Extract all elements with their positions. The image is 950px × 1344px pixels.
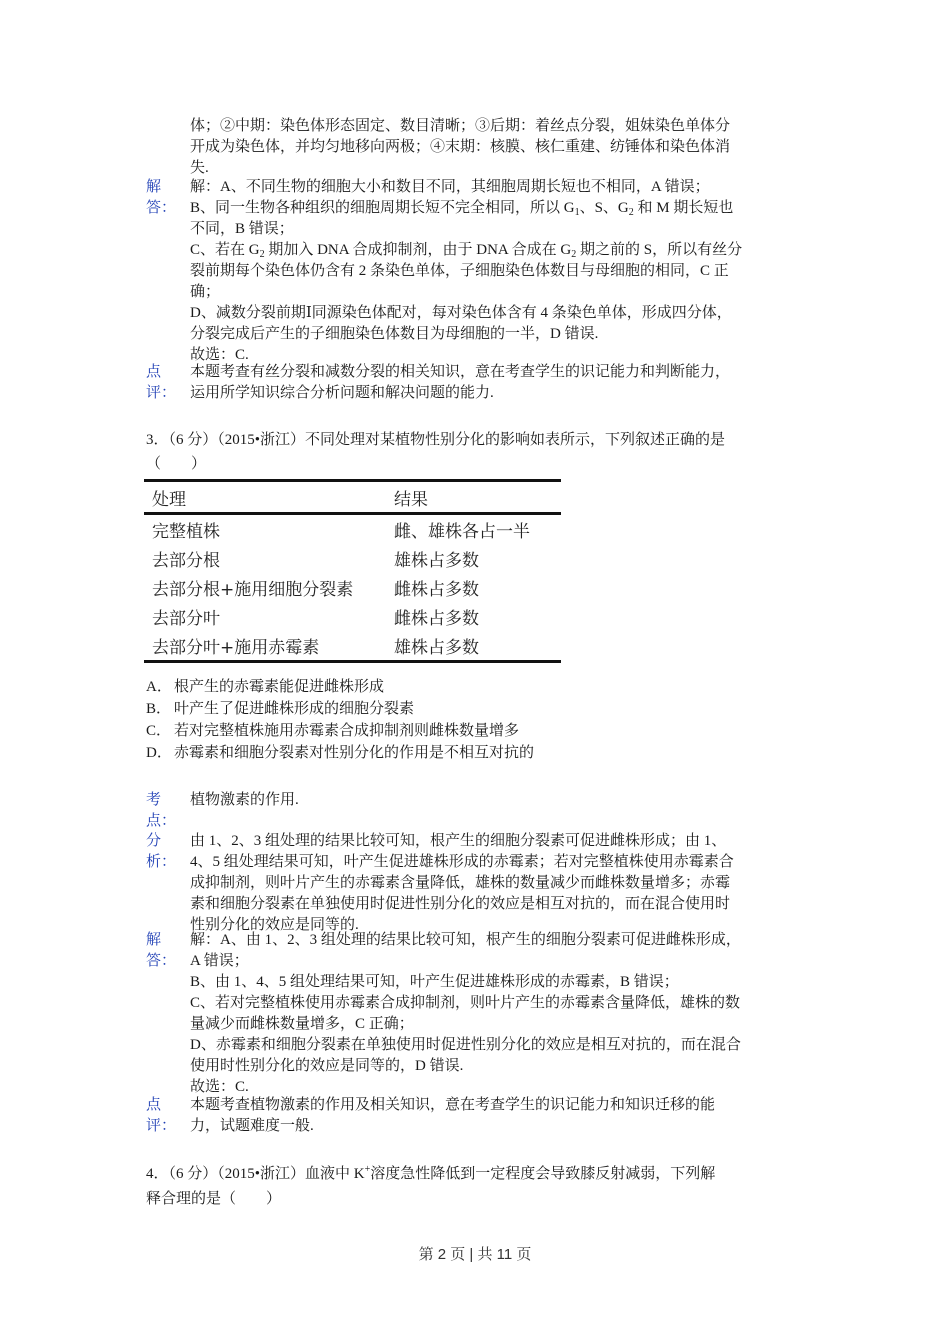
answer-label: 解 答： [146, 932, 177, 969]
answer-line-b2: 不同，B 错误； [190, 221, 294, 237]
prev-analysis-tail [146, 116, 860, 179]
q3-comment-section [146, 1095, 816, 1137]
answer-line-d2: 分裂完成后产生的子细胞染色体数目为母细胞的一半，D 错误. [190, 326, 599, 342]
keypoint-body: 植物激素的作用. [190, 792, 299, 808]
question-3-options [146, 676, 816, 764]
q3-keypoint-section [146, 790, 816, 832]
answer-choice: 故选：C. [190, 347, 249, 363]
text-line: 开成为染色体，并均匀地移向两极；④末期：核膜、核仁重建、纺锤体和染色体消 [190, 139, 731, 155]
treatment-result-table [144, 479, 561, 663]
question-3-title: 3．（6 分）（2015•浙江）不同处理对某植物性别分化的影响如表所示，下列叙述正确的是 （ ） [146, 432, 726, 472]
table-row: 去部分根+施用细胞分裂素 雌株占多数 [152, 580, 479, 600]
answer-label: 解 答： [146, 179, 177, 216]
option-b: B． 叶产生了促进雌株形成的细胞分裂素 [146, 701, 415, 717]
header-result: 结果 [394, 489, 428, 510]
analysis-label: 分 析： [146, 833, 177, 870]
q3-analysis-section [146, 831, 816, 936]
comment-label: 点 评： [146, 1097, 177, 1134]
table-row: 去部分根 雄株占多数 [152, 551, 479, 571]
question-4-title: 4．（6 分）（2015•浙江）血液中 K+溶度急性降低到一定程度会导致膝反射减弱，下列解 释合理的是（ ） [146, 1164, 716, 1207]
option-a: A． 根产生的赤霉素能促进雌株形成 [146, 679, 385, 695]
comment-body: 本题考查有丝分裂和减数分裂的相关知识，意在考查学生的识记能力和判断能力， 运用所学知识综合分析问题和解决问题的能力. [190, 364, 731, 401]
answer-body [190, 177, 816, 366]
answer-line-c3: 确； [190, 284, 221, 300]
answer-line-b: B、同一生物各种组织的细胞周期长短不完全相同，所以 $G_1$、S、$G_2$ 和 M 期长短也 [190, 200, 734, 218]
table-row: 去部分叶 雌株占多数 [152, 609, 479, 629]
table-row: 去部分叶+施用赤霉素 雄株占多数 [152, 638, 479, 658]
q3-answer-section [146, 930, 816, 1098]
header-treatment: 处理 [152, 489, 186, 510]
table-row: 完整植株 雌、雄株各占一半 [152, 522, 530, 542]
keypoint-label: 考 点： [146, 792, 177, 829]
prev-comment-section [146, 362, 816, 404]
text-line: 失. [190, 160, 209, 176]
answer-body: 解：A、由 1、2、3 组处理的结果比较可知，根产生的细胞分裂素可促进雌株形成， A 错误； B、由 1、4、5 组处理结果可知，叶产生促进雄株形成的赤霉素，B 错误； C、若对完整植株使用赤霉素合成抑制剂，则叶片产生的赤霉素含量降低，雄株的数 量减少而雌株数量增多，C 正确； D、赤霉素和细胞分裂素在单独使用时促进性别分化的效应是相互对抗的，而在混合 使用时性别分化的效应是同等的，D 错误. 故选：C. [190, 932, 741, 1095]
answer-line-c2: 裂前期每个染色体仍含有 2 条染色单体，子细胞染色体数目与母细胞的相同，C 正 [190, 263, 729, 279]
answer-line-c: C、若在 $G_2$ 期加入 DNA 合成抑制剂，由于 DNA 合成在 $G_2$ 期之前的 S，所以有丝分 [190, 242, 743, 260]
answer-line-a: 解：A、不同生物的细胞大小和数目不同，其细胞周期长短也不相同，A 错误； [190, 179, 710, 195]
table-header [144, 482, 561, 515]
answer-line-d: D、减数分裂前期Ⅰ同源染色体配对，每对染色体含有 4 条染色单体，形成四分体， [190, 305, 732, 321]
analysis-body: 由 1、2、3 组处理的结果比较可知，根产生的细胞分裂素可促进雌株形成；由 1、 4、5 组处理结果可知，叶产生促进雄株形成的赤霉素；若对完整植株使用赤霉素合 成抑制剂，则叶片产生的赤霉素含量降低，雄株的数量减少而雌株数量增多；赤霉 素和细胞分裂素在单独使用时促进性别分化的效应是相互对抗的，而在混合使用时 性别分化的效应是同等的. [190, 833, 734, 933]
comment-body: 本题考查植物激素的作用及相关知识，意在考查学生的识记能力和知识迁移的能 力，试题难度一般. [190, 1097, 716, 1134]
option-d: D． 赤霉素和细胞分裂素对性别分化的作用是不相互对抗的 [146, 745, 535, 761]
page-footer: 第 2 页 | 共 11 页 [418, 1246, 532, 1263]
text-line: 体；②中期：染色体形态固定、数目清晰；③后期：着丝点分裂，姐妹染色单体分 [190, 118, 731, 134]
comment-label: 点 评： [146, 364, 177, 401]
prev-answer-section [146, 177, 816, 366]
option-c: C． 若对完整植株施用赤霉素合成抑制剂则雌株数量增多 [146, 723, 520, 739]
